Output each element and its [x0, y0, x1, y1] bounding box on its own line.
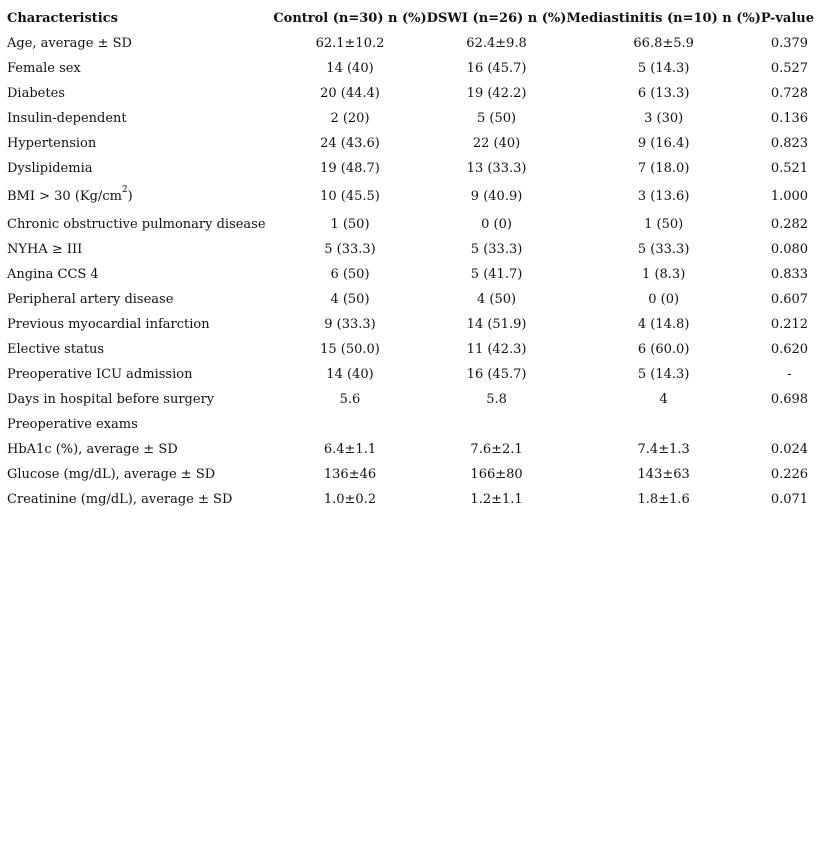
cell-dswi: 1.2±1.1	[470, 492, 523, 507]
cell-dswi: 5 (33.3)	[470, 242, 523, 257]
table-row	[7, 181, 818, 212]
cell-mediastinitis: 5 (14.3)	[637, 367, 690, 382]
cell-mediastinitis: 66.8±5.9	[633, 36, 694, 51]
table-row	[7, 462, 818, 487]
table-row	[7, 31, 818, 56]
cell-dswi: 11 (42.3)	[466, 342, 527, 357]
cell-dswi: 7.6±2.1	[470, 442, 523, 457]
header-characteristics: Characteristics	[7, 11, 118, 26]
row-label: Peripheral artery disease	[7, 292, 174, 307]
cell-p-value: 0.024	[770, 442, 809, 457]
table-row	[7, 237, 818, 262]
cell-control: 14 (40)	[326, 61, 374, 76]
cell-dswi: 5 (41.7)	[470, 267, 523, 282]
cell-dswi: 0 (0)	[481, 217, 512, 232]
header-control: Control (n=30) n (%)	[273, 11, 427, 26]
cell-mediastinitis: 1 (50)	[644, 217, 684, 232]
cell-control: 62.1±10.2	[315, 36, 385, 51]
cell-control: 6 (50)	[330, 267, 370, 282]
characteristics-table	[7, 6, 818, 512]
cell-p-value: 0.136	[770, 111, 809, 126]
row-label	[7, 181, 273, 212]
row-label: Hypertension	[7, 136, 97, 151]
cell-control: 24 (43.6)	[320, 136, 380, 151]
cell-p-value	[761, 412, 818, 437]
table-row	[7, 337, 818, 362]
cell-p-value: 0.212	[770, 317, 809, 332]
cell-p-value: 1.000	[770, 189, 809, 204]
cell-mediastinitis: 6 (13.3)	[637, 86, 690, 101]
table-row	[7, 56, 818, 81]
cell-mediastinitis: 1.8±1.6	[637, 492, 690, 507]
row-label: Days in hospital before surgery	[7, 392, 215, 407]
cell-dswi: 22 (40)	[472, 136, 521, 151]
cell-mediastinitis: 4 (14.8)	[637, 317, 690, 332]
cell-mediastinitis: 5 (14.3)	[637, 61, 690, 76]
header-p-value: P-value	[760, 11, 814, 26]
row-label: Insulin-dependent	[7, 111, 127, 126]
cell-p-value: 0.080	[770, 242, 809, 257]
table-row	[7, 362, 818, 387]
cell-dswi: 4 (50)	[477, 292, 517, 307]
cell-mediastinitis: 9 (16.4)	[637, 136, 690, 151]
cell-p-value: 0.833	[770, 267, 809, 282]
cell-p-value: 0.620	[770, 342, 809, 357]
cell-mediastinitis: 4	[659, 392, 668, 407]
cell-dswi	[427, 412, 567, 437]
cell-mediastinitis	[566, 412, 760, 437]
cell-p-value: 0.607	[770, 292, 809, 307]
cell-p-value: 0.823	[770, 136, 809, 151]
cell-dswi: 16 (45.7)	[466, 367, 527, 382]
cell-dswi: 14 (51.9)	[466, 317, 527, 332]
cell-mediastinitis: 1 (8.3)	[642, 267, 686, 282]
cell-p-value: 0.728	[770, 86, 809, 101]
cell-control: 4 (50)	[330, 292, 370, 307]
row-label: HbA1c (%), average ± SD	[7, 442, 178, 457]
row-label: Preoperative exams	[7, 417, 138, 432]
table-row	[7, 81, 818, 106]
cell-mediastinitis: 143±63	[637, 467, 690, 482]
cell-control: 2 (20)	[330, 111, 370, 126]
cell-control: 5 (33.3)	[324, 242, 376, 257]
row-label: Glucose (mg/dL), average ± SD	[7, 467, 216, 482]
row-label: Elective status	[7, 342, 105, 357]
table-row	[7, 212, 818, 237]
header-mediastinitis: Mediastinitis (n=10) n (%)	[566, 11, 761, 26]
cell-control	[273, 412, 426, 437]
cell-mediastinitis: 3 (30)	[644, 111, 684, 126]
row-label: Female sex	[7, 61, 81, 76]
table-body	[7, 31, 818, 512]
cell-mediastinitis: 3 (13.6)	[637, 189, 690, 204]
table-row	[7, 487, 818, 512]
cell-control: 15 (50.0)	[320, 342, 380, 357]
table-row	[7, 262, 818, 287]
cell-dswi: 13 (33.3)	[466, 161, 527, 176]
cell-p-value: 0.071	[770, 492, 809, 507]
cell-dswi: 16 (45.7)	[466, 61, 527, 76]
cell-dswi: 166±80	[470, 467, 523, 482]
table-row	[7, 287, 818, 312]
cell-control: 9 (33.3)	[324, 317, 376, 332]
table-row	[7, 131, 818, 156]
cell-p-value: 0.379	[770, 36, 809, 51]
row-label: NYHA ≥ III	[7, 242, 83, 257]
header-row	[7, 6, 818, 31]
table-row	[7, 156, 818, 181]
cell-control: 1 (50)	[330, 217, 370, 232]
cell-control: 1.0±0.2	[323, 492, 377, 507]
cell-dswi: 19 (42.2)	[466, 86, 527, 101]
row-label: Previous myocardial infarction	[7, 317, 210, 332]
row-label: Age, average ± SD	[7, 36, 132, 51]
cell-mediastinitis: 0 (0)	[648, 292, 680, 307]
cell-control: 136±46	[323, 467, 377, 482]
cell-mediastinitis: 6 (60.0)	[637, 342, 690, 357]
table-row	[7, 412, 818, 437]
row-label-suffix: )	[127, 189, 133, 204]
row-label-text: BMI > 30 (Kg/cm	[7, 189, 122, 204]
table-row	[7, 312, 818, 337]
cell-control: 19 (48.7)	[320, 161, 380, 176]
cell-dswi: 9 (40.9)	[470, 189, 523, 204]
row-label: Chronic obstructive pulmonary disease	[7, 217, 266, 232]
cell-p-value: 0.521	[770, 161, 809, 176]
row-label: Dyslipidemia	[7, 161, 93, 176]
cell-p-value: 0.527	[770, 61, 809, 76]
cell-control: 10 (45.5)	[320, 189, 380, 204]
cell-control: 5.6	[339, 392, 361, 407]
cell-mediastinitis: 7.4±1.3	[637, 442, 690, 457]
cell-p-value: 0.282	[770, 217, 809, 232]
row-label-superscript: 2	[121, 185, 128, 195]
cell-control: 14 (40)	[326, 367, 374, 382]
table-row	[7, 437, 818, 462]
row-label: Creatinine (mg/dL), average ± SD	[7, 492, 233, 507]
table-row	[7, 106, 818, 131]
cell-mediastinitis: 7 (18.0)	[637, 161, 690, 176]
cell-mediastinitis: 5 (33.3)	[637, 242, 690, 257]
row-label: Preoperative ICU admission	[7, 367, 193, 382]
cell-p-value: 0.226	[770, 467, 809, 482]
table-header	[7, 6, 818, 31]
row-label: Diabetes	[7, 86, 65, 101]
cell-dswi: 5 (50)	[477, 111, 517, 126]
cell-control: 6.4±1.1	[323, 442, 377, 457]
cell-p-value: -	[787, 367, 792, 382]
cell-dswi: 5.8	[486, 392, 507, 407]
cell-p-value: 0.698	[770, 392, 809, 407]
header-dswi: DSWI (n=26) n (%)	[426, 11, 567, 26]
cell-control: 20 (44.4)	[320, 86, 380, 101]
table-row	[7, 387, 818, 412]
cell-dswi: 62.4±9.8	[466, 36, 527, 51]
row-label: Angina CCS 4	[7, 267, 99, 282]
